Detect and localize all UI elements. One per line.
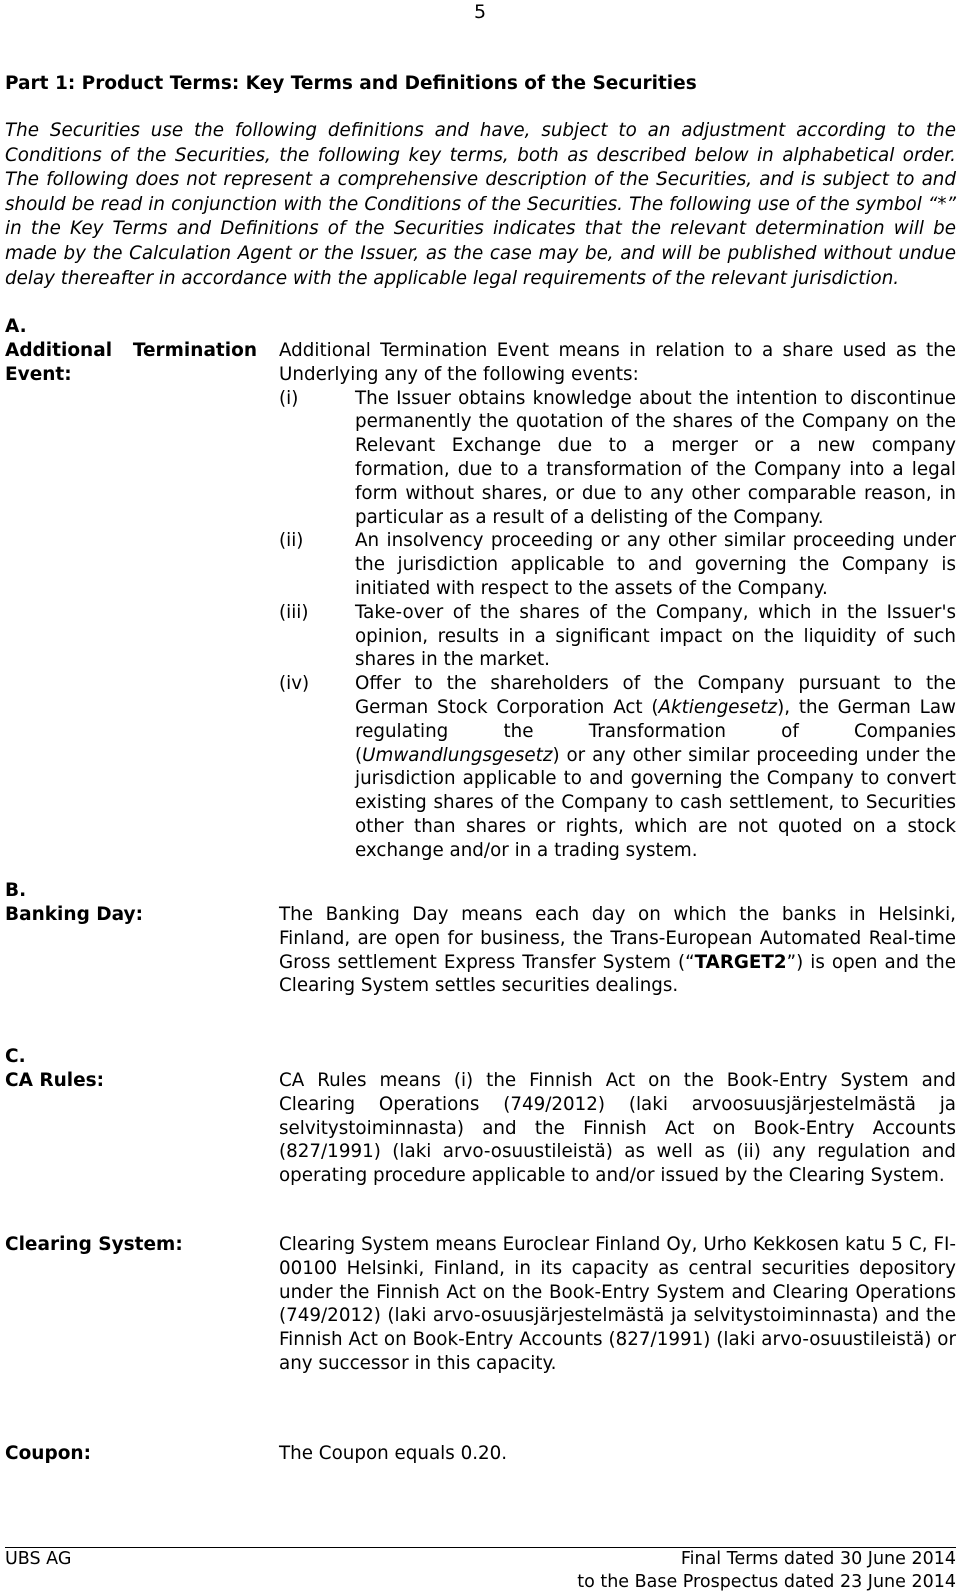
item-text: The Issuer obtains knowledge about the intention to discontinue permanently the quotation of the shares of the Company on the Relevant Exchange due to a merger or a new company formation, due to a transformation of the Company into a legal form without shares, or due to any other comparable reason, in particular as a result of a delisting of the Company. xyxy=(355,387,956,528)
item-number: (ii) xyxy=(279,530,304,552)
footer-base-prospectus: to the Base Prospectus dated 23 June 2014 xyxy=(577,1572,956,1592)
footer-final-terms: Final Terms dated 30 June 2014 xyxy=(680,1549,956,1569)
item-text-part: ) or any other similar proceeding under the jurisdiction applicable to and governing the Company to convert existing shares of the Company to cash settlement, to Securities other than shares or rights, which are not quoted on a stock exchange and/or in a trading system. xyxy=(355,744,956,861)
item-text-italic: Aktiengesetz xyxy=(658,696,778,718)
term-banking-day: Banking Day: xyxy=(5,904,143,925)
item-text: An insolvency proceeding or any other similar proceeding under the jurisdiction applicable to and governing the Company is initiated with respect to the assets of the Company. xyxy=(355,530,956,599)
definition-additional-termination-event xyxy=(279,339,956,863)
item-text: Take-over of the shares of the Company, which in the Issuer's opinion, results in a significant impact on the liquidity of such shares in the market. xyxy=(355,601,956,671)
definition-coupon: The Coupon equals 0.20. xyxy=(279,1443,508,1464)
intro-paragraph: The Securities use the following definitions and have, subject to an adjustment according to the Conditions of the Securities, the following key terms, both as described below in alphabetical order. The following does not represent a comprehensive description of the Securities, and is subject to and should be read in conjunction with the Conditions of the Securities. The following use of the symbol “*” in the Key Terms and Definitions of the Securities indicates that the relevant determination will be made by the Calculation Agent or the Issuer, as the case may be, and will be published without undue delay thereafter in accordance with the applicable legal requirements of the relevant jurisdiction. xyxy=(5,120,956,289)
target2-bold: TARGET2 xyxy=(694,951,787,973)
section-letter-a: A. xyxy=(5,316,27,337)
page-number: 5 xyxy=(473,1,487,23)
footer-issuer: UBS AG xyxy=(5,1549,72,1569)
term-coupon: Coupon: xyxy=(5,1443,91,1464)
list-item xyxy=(279,387,956,530)
term-ca-rules: CA Rules: xyxy=(5,1070,105,1091)
footer-dates xyxy=(577,1548,956,1594)
item-text-italic: Umwandlungsgesetz xyxy=(362,744,553,766)
definition-text-part: ”) is open and the Clearing System settles securities dealings. xyxy=(279,951,956,997)
list-item xyxy=(279,672,956,862)
definition-text-part: The Banking Day means each day on which the banks in Helsinki, Finland, are open for business, the Trans-European Automated Real-time Gross settlement Express Transfer System (“ xyxy=(279,904,956,973)
item-number: (iv) xyxy=(279,673,310,695)
part-title: Part 1: Product Terms: Key Terms and Definitions of the Securities xyxy=(5,73,697,94)
definition-banking-day xyxy=(279,903,956,998)
section-letter-b: B. xyxy=(5,880,27,901)
item-text-part: Offer to the shareholders of the Company pursuant to the German Stock Corporation Act ( xyxy=(355,673,956,718)
definition-lead: Additional Termination Event means in relation to a share used as the Underlying any of the following events: xyxy=(279,340,956,385)
term-line-1: Additional Termination xyxy=(5,340,257,361)
item-number: (iii) xyxy=(279,601,309,623)
term-line-2: Event: xyxy=(5,364,72,385)
item-text-part: ), the German Law regulating the Transformation of Companies ( xyxy=(355,696,956,766)
section-letter-c: C. xyxy=(5,1046,26,1067)
definition-ca-rules: CA Rules means (i) the Finnish Act on the Book-Entry System and Clearing Operations (749/2012) (laki arvoosuusjärjestelmästä ja selvitystoiminnasta) and the Finnish Act on Book-Entry Accounts (827/1991) (laki arvo-osuustileistä) as well as (ii) any regulation and operating procedure applicable to and/or issued by the Clearing System. xyxy=(279,1070,956,1187)
item-text xyxy=(355,672,956,862)
list-item xyxy=(279,601,956,672)
list-item xyxy=(279,529,956,600)
term-additional-termination-event xyxy=(5,339,257,387)
item-number: (i) xyxy=(279,387,299,409)
definition-clearing-system: Clearing System means Euroclear Finland Oy, Urho Kekkosen katu 5 C, FI-00100 Helsinki, Finland, in its capacity as central securities depository under the Finnish Act on the Book-Entry System and Clearing Operations (749/2012) (laki arvo-osuusjärjestelmästä ja selvitystoiminnasta) and the Finnish Act on Book-Entry Accounts (827/1991) (laki arvo-osuustileistä) or any successor in this capacity. xyxy=(279,1234,956,1374)
term-clearing-system: Clearing System: xyxy=(5,1234,183,1255)
event-list xyxy=(279,387,956,863)
